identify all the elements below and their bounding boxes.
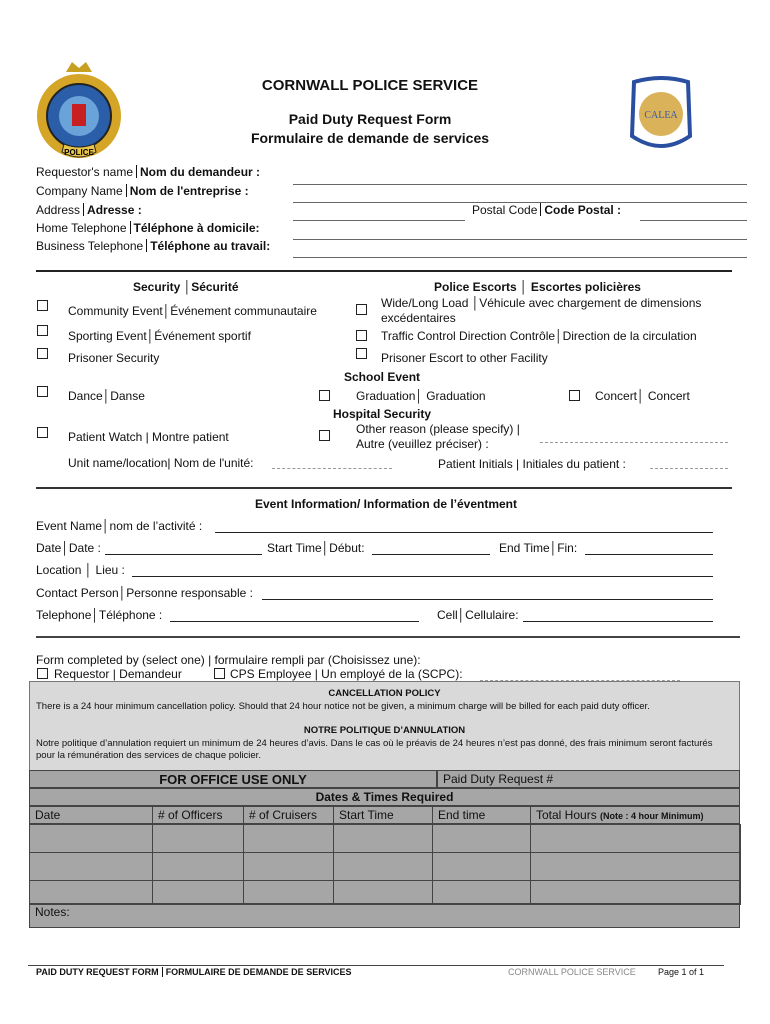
svg-text:CALEA: CALEA (644, 110, 678, 121)
wide-load-checkbox[interactable] (356, 304, 367, 315)
col-start-time: Start Time (333, 806, 433, 824)
security-heading: Security │Sécurité (133, 280, 239, 294)
start-time-field[interactable] (372, 554, 490, 555)
office-use-heading: FOR OFFICE USE ONLY (29, 770, 437, 788)
form-title-fr: Formulaire de demande de services (250, 130, 490, 146)
policy-text-fr: Notre politique d’annulation requiert un minimum de 24 heures d’avis. Dans le cas où le préavis de 24 heures n’est pas donné, des frais minimum seront facturés pour la rémunération des services de chaque policier. (36, 738, 713, 761)
requestor-checkbox[interactable] (37, 668, 48, 679)
col-cruisers: # of Cruisers (243, 806, 334, 824)
school-event-heading: School Event (344, 370, 421, 384)
requestor-option-label: Requestor | Demandeur (54, 667, 182, 681)
schedule-cell[interactable] (243, 880, 334, 905)
other-reason-label-1: Other reason (please specify) | (356, 422, 520, 436)
event-name-field[interactable] (215, 532, 713, 533)
org-title: CORNWALL POLICE SERVICE (261, 77, 479, 94)
patient-watch-label: Patient Watch | Montre patient (68, 430, 229, 444)
home-phone-field[interactable] (293, 239, 747, 240)
concert-label: Concert│ Concert (595, 389, 690, 403)
other-reason-field[interactable] (540, 442, 728, 443)
concert-checkbox[interactable] (569, 390, 580, 401)
schedule-cell[interactable] (152, 824, 244, 853)
schedule-cell[interactable] (243, 852, 334, 881)
schedule-cell[interactable] (152, 852, 244, 881)
traffic-control-checkbox[interactable] (356, 330, 367, 341)
prisoner-escort-label: Prisoner Escort to other Facility (381, 351, 548, 365)
schedule-cell[interactable] (530, 852, 741, 881)
date-field[interactable] (105, 554, 262, 555)
unit-name-field[interactable] (272, 468, 392, 469)
community-event-label: Community Event│Événement communautaire (68, 304, 317, 318)
end-time-label: End Time│Fin: (499, 541, 578, 555)
dance-label: Dance│Danse (68, 389, 145, 403)
telephone-label: Telephone│Téléphone : (36, 608, 163, 622)
community-event-checkbox[interactable] (37, 300, 48, 311)
prisoner-security-label: Prisoner Security (68, 351, 160, 365)
dates-times-heading: Dates & Times Required (29, 788, 740, 806)
patient-initials-field[interactable] (650, 468, 728, 469)
schedule-cell[interactable] (432, 880, 531, 905)
graduation-label: Graduation│ Graduation (356, 389, 486, 403)
svg-text:POLICE: POLICE (64, 148, 94, 157)
hospital-security-heading: Hospital Security (333, 407, 432, 421)
business-phone-label: Business Telephone Téléphone au travail: (36, 239, 271, 253)
requestor-name-label: Requestor's name Nom du demandeur : (36, 165, 261, 179)
policy-heading-fr: NOTRE POLITIQUE D’ANNULATION (303, 725, 466, 736)
unit-name-label: Unit name/location| Nom de l'unité: (68, 456, 254, 470)
footer-org: CORNWALL POLICE SERVICE (508, 967, 636, 977)
business-phone-field[interactable] (293, 257, 747, 258)
prisoner-escort-checkbox[interactable] (356, 348, 367, 359)
schedule-cell[interactable] (530, 880, 741, 905)
home-phone-label: Home Telephone Téléphone à domicile: (36, 221, 260, 235)
location-field[interactable] (132, 576, 713, 577)
other-reason-label-2: Autre (veuillez préciser) : (356, 437, 489, 451)
date-label: Date│Date : (36, 541, 101, 555)
schedule-cell[interactable] (333, 852, 433, 881)
divider (36, 270, 732, 272)
location-label: Location │ Lieu : (36, 563, 125, 577)
schedule-cell[interactable] (333, 824, 433, 853)
schedule-cell[interactable] (29, 852, 153, 881)
divider (36, 636, 740, 638)
completed-by-label: Form completed by (select one) | formulaire rempli par (Choisissez une): (36, 653, 421, 667)
sporting-event-label: Sporting Event│Événement sportif (68, 329, 251, 343)
graduation-checkbox[interactable] (319, 390, 330, 401)
address-field[interactable] (293, 220, 465, 221)
schedule-cell[interactable] (29, 824, 153, 853)
policy-text-en: There is a 24 hour minimum cancellation policy. Should that 24 hour notice not be given, a minimum charge will be billed for each paid duty officer. (36, 701, 650, 712)
notes-field[interactable]: Notes: (29, 903, 740, 928)
end-time-field[interactable] (585, 554, 713, 555)
schedule-cell[interactable] (29, 880, 153, 905)
postal-code-field[interactable] (640, 220, 747, 221)
dance-checkbox[interactable] (37, 386, 48, 397)
form-title-en: Paid Duty Request Form (288, 111, 452, 127)
footer-form-name: PAID DUTY REQUEST FORM FORMULAIRE DE DEMANDE DE SERVICES (36, 967, 352, 977)
company-label: Company Name Nom de l'entreprise : (36, 184, 249, 198)
col-officers: # of Officers (152, 806, 244, 824)
schedule-cell[interactable] (432, 824, 531, 853)
schedule-cell[interactable] (243, 824, 334, 853)
schedule-cell[interactable] (530, 824, 741, 853)
policy-heading-en: CANCELLATION POLICY (328, 688, 441, 699)
col-end-time: End time (432, 806, 531, 824)
col-total-hours: Total Hours (Note : 4 hour Minimum) (530, 806, 740, 824)
col-date: Date (29, 806, 153, 824)
cancellation-policy-box (29, 681, 740, 772)
event-name-label: Event Name│nom de l’activité : (36, 519, 203, 533)
event-info-heading: Event Information/ Information de l’éventment (254, 497, 518, 511)
telephone-field[interactable] (170, 621, 419, 622)
traffic-control-label: Traffic Control Direction Contrôle│Direction de la circulation (381, 329, 697, 343)
contact-person-field[interactable] (262, 599, 713, 600)
postal-code-label: Postal Code Code Postal : (472, 203, 622, 217)
schedule-cell[interactable] (152, 880, 244, 905)
escorts-heading: Police Escorts │ Escortes policières (434, 280, 641, 294)
other-reason-checkbox[interactable] (319, 430, 330, 441)
start-time-label: Start Time│Début: (267, 541, 365, 555)
footer-rule (28, 965, 724, 966)
wide-load-label-1: Wide/Long Load │Véhicule avec chargement de dimensions (381, 296, 702, 310)
contact-person-label: Contact Person│Personne responsable : (36, 586, 253, 600)
divider (36, 487, 732, 489)
prisoner-security-checkbox[interactable] (37, 348, 48, 359)
patient-initials-label: Patient Initials | Initiales du patient : (438, 457, 626, 471)
patient-watch-checkbox[interactable] (37, 427, 48, 438)
sporting-event-checkbox[interactable] (37, 325, 48, 336)
cps-employee-option-label: CPS Employee | Un employé de la (SCPC): (230, 667, 463, 681)
cell-field[interactable] (523, 621, 713, 622)
schedule-cell[interactable] (333, 880, 433, 905)
address-label: Address Adresse : (36, 203, 142, 217)
requestor-name-field[interactable] (293, 184, 747, 185)
footer-page-number: Page 1 of 1 (658, 967, 705, 977)
paid-duty-request-number[interactable]: Paid Duty Request # (437, 770, 740, 788)
wide-load-label-2: excédentaires (381, 311, 456, 325)
cell-label: Cell│Cellulaire: (437, 608, 519, 622)
schedule-cell[interactable] (432, 852, 531, 881)
cps-employee-checkbox[interactable] (214, 668, 225, 679)
